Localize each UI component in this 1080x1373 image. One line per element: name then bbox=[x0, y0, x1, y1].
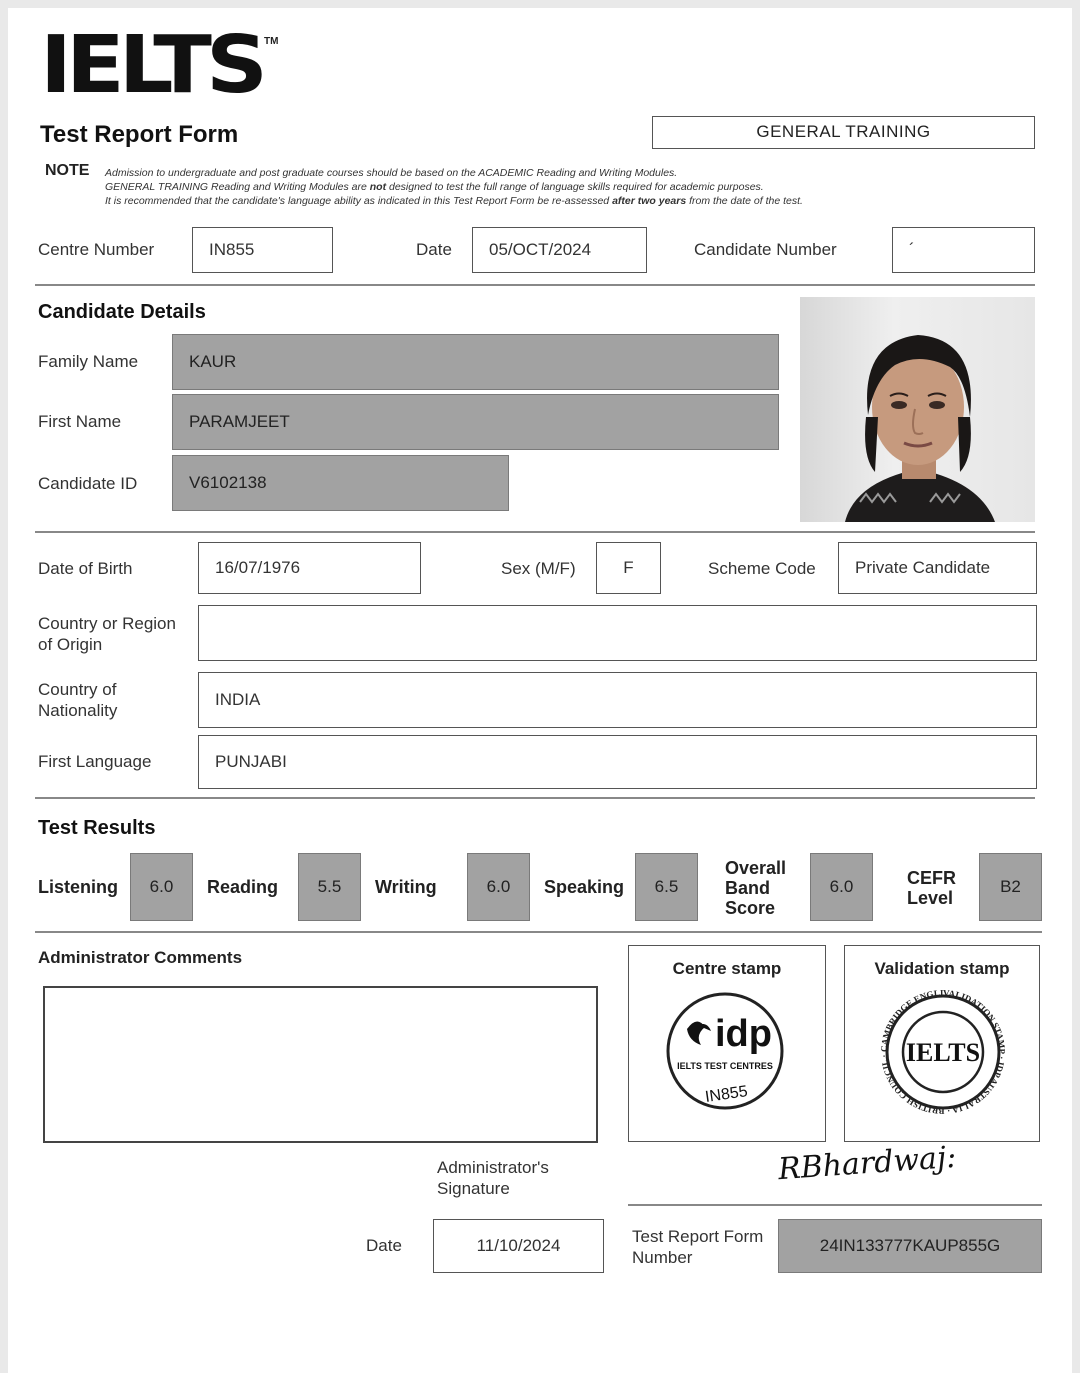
validation-stamp-box bbox=[844, 945, 1040, 1142]
candidate-id-label: Candidate ID bbox=[38, 474, 138, 493]
first-name-label: First Name bbox=[38, 412, 122, 431]
validation-stamp-center: IELTS bbox=[905, 1038, 981, 1067]
divider bbox=[35, 284, 1035, 286]
candidate-number-field: ´ bbox=[892, 227, 1035, 273]
country-of-origin-field bbox=[198, 605, 1037, 661]
ielts-logo: IELTS bbox=[40, 19, 262, 112]
candidate-photo bbox=[800, 297, 1035, 522]
idp-stamp-image bbox=[629, 979, 827, 1129]
dob-field: 16/07/1976 bbox=[198, 542, 421, 594]
first-language-field: PUNJABI bbox=[198, 735, 1037, 789]
sex-label: Sex (M/F) bbox=[501, 559, 576, 578]
note-line-3: It is recommended that the candidate's language ability as indicated in this Test Report Form be re-assessed after two years from the date of the test. bbox=[105, 195, 803, 207]
scheme-code-field: Private Candidate bbox=[838, 542, 1037, 594]
test-date-label: Date bbox=[416, 240, 452, 259]
note-label: NOTE bbox=[45, 162, 90, 179]
family-name-field: KAUR bbox=[172, 334, 779, 390]
idp-stamp-sub: IELTS TEST CENTRES bbox=[677, 1061, 773, 1071]
first-language-label: First Language bbox=[38, 752, 152, 771]
admin-comments-box bbox=[43, 986, 598, 1143]
writing-label: Writing bbox=[375, 877, 437, 897]
divider bbox=[35, 531, 1035, 533]
first-name-field: PARAMJEET bbox=[172, 394, 779, 450]
module-box: GENERAL TRAINING bbox=[652, 116, 1035, 149]
candidate-id-field: V6102138 bbox=[172, 455, 509, 511]
test-report-form-page bbox=[8, 8, 1072, 1373]
trf-number-label: Test Report Form Number bbox=[632, 1227, 764, 1267]
reading-label: Reading bbox=[207, 877, 279, 897]
overall-band-label: Overall Band Score bbox=[725, 858, 787, 918]
nationality-field: INDIA bbox=[198, 672, 1037, 728]
issue-date-label: Date bbox=[366, 1236, 402, 1255]
listening-score: 6.0 bbox=[130, 853, 193, 921]
idp-stamp-text: idp bbox=[715, 1013, 772, 1055]
validation-stamp-ring: VALIDATION STAMP · IDP AUSTRALIA · BRITISH COUNCIL · CAMBRIDGE ENGLI bbox=[878, 987, 1007, 1117]
divider bbox=[35, 931, 1042, 933]
trf-number-field: 24IN133777KAUP855G bbox=[778, 1219, 1042, 1273]
nationality-label: Country of Nationality bbox=[38, 680, 118, 720]
family-name-label: Family Name bbox=[38, 352, 139, 371]
candidate-details-heading: Candidate Details bbox=[38, 301, 206, 323]
centre-number-field: IN855 bbox=[192, 227, 333, 273]
issue-date-field: 11/10/2024 bbox=[433, 1219, 604, 1273]
idp-stamp-code: IN855 bbox=[704, 1083, 749, 1106]
scheme-code-label: Scheme Code bbox=[708, 559, 816, 578]
candidate-photo-image bbox=[800, 297, 1035, 522]
admin-comments-label: Administrator Comments bbox=[38, 948, 243, 967]
note-line-1: Admission to undergraduate and post graduate courses should be based on the ACADEMIC Reading and Writing Modules. bbox=[105, 167, 678, 179]
admin-signature-label: Administrator's Signature bbox=[437, 1158, 549, 1198]
note-line-2: GENERAL TRAINING Reading and Writing Modules are not designed to test the full range of language skills required for academic purposes. bbox=[105, 181, 764, 193]
admin-signature: RBhardwaj: bbox=[776, 1139, 958, 1188]
candidate-number-label: Candidate Number bbox=[694, 240, 837, 259]
centre-stamp-label: Centre stamp bbox=[672, 959, 782, 978]
country-of-origin-label: Country or Region of Origin bbox=[38, 614, 176, 654]
test-results-heading: Test Results bbox=[38, 817, 156, 839]
trademark-mark: TM bbox=[264, 36, 279, 47]
form-title: Test Report Form bbox=[40, 121, 239, 148]
listening-label: Listening bbox=[38, 877, 118, 897]
sex-field: F bbox=[596, 542, 661, 594]
test-date-field: 05/OCT/2024 bbox=[472, 227, 647, 273]
cefr-level-score: B2 bbox=[979, 853, 1042, 921]
speaking-score: 6.5 bbox=[635, 853, 698, 921]
speaking-label: Speaking bbox=[544, 877, 625, 897]
cefr-level-label: CEFR Level bbox=[907, 868, 956, 908]
reading-score: 5.5 bbox=[298, 853, 361, 921]
validation-stamp-image bbox=[845, 979, 1041, 1129]
divider bbox=[35, 797, 1035, 799]
overall-band-score: 6.0 bbox=[810, 853, 873, 921]
dob-label: Date of Birth bbox=[38, 559, 133, 578]
writing-score: 6.0 bbox=[467, 853, 530, 921]
note-text bbox=[105, 166, 803, 208]
centre-number-label: Centre Number bbox=[38, 240, 155, 259]
validation-stamp-label: Validation stamp bbox=[874, 959, 1010, 978]
centre-stamp-box bbox=[628, 945, 826, 1142]
signature-line bbox=[628, 1204, 1042, 1206]
